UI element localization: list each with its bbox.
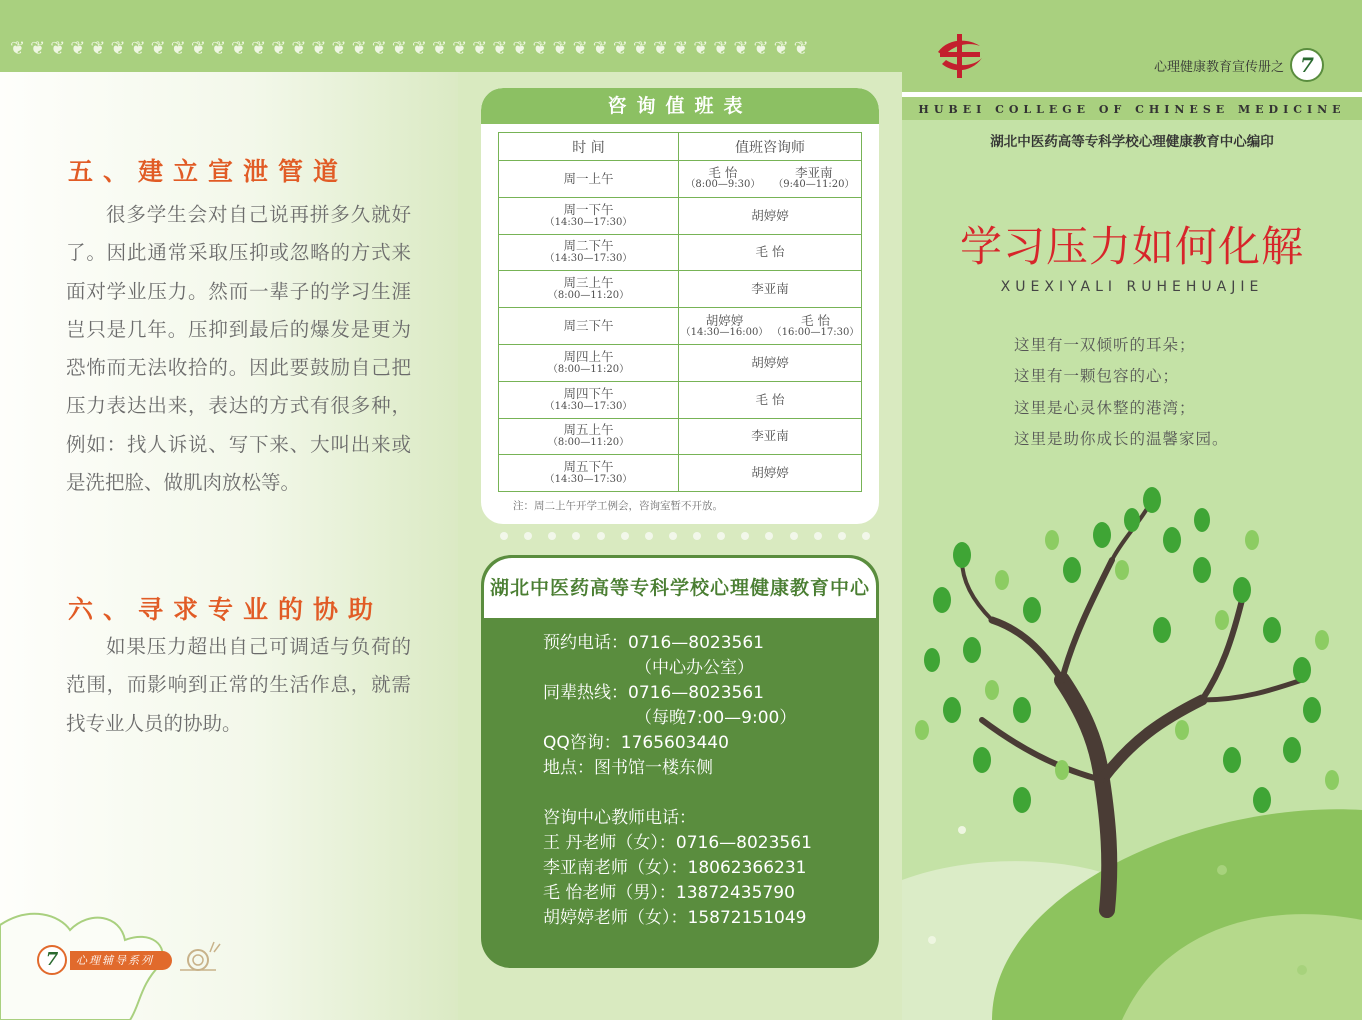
peer-hotline: 同辈热线：0716—8023561 [543,683,764,703]
teacher-phone: 毛 怡老师（男）：13872435790 [543,883,795,903]
counselor-name: 胡婷婷 [679,344,862,381]
counselor-time: （9:40—11:20） [773,179,855,191]
poem-line: 这里是心灵休整的港湾； [1014,398,1196,417]
counselor-name: 毛 怡 [801,312,830,328]
tree-illustration [902,480,1362,920]
schedule-table [498,132,862,492]
leaf-pattern: ❦ ❦ ❦ ❦ ❦ ❦ ❦ ❦ ❦ ❦ ❦ ❦ ❦ ❦ ❦ ❦ ❦ ❦ ❦ ❦ ❦ ❦ ❦ ❦ ❦ ❦ ❦ ❦ ❦ ❦ ❦ ❦ ❦ ❦ ❦ ❦ ❦ ❦ ❦ ❦ [10,38,809,59]
counselor-time: （14:30—16:00） [680,326,769,338]
table-row [499,344,862,381]
row-time: 周四下午 [563,385,614,401]
contact-title: 湖北中医药高等专科学校心理健康教育中心 [484,558,876,618]
cover-title: 学习压力如何化解 [959,222,1304,271]
teacher-phones-heading: 咨询中心教师电话： [543,808,696,828]
row-time: 周二下午 [563,238,614,254]
row-time-note: （8:00—11:20） [547,290,630,302]
row-time: 周三下午 [563,318,614,334]
counselor-time: （16:00—17:30） [771,326,860,338]
peer-hotline-note: （每晚7:00—9:00） [635,708,797,728]
row-time: 周一上午 [563,170,614,186]
counselor-time: （8:00—9:30） [685,179,761,191]
page-number-badge: 7 [37,945,67,975]
phone-appointment: 预约电话：0716—8023561 [543,633,764,653]
table-row [499,418,862,455]
counselor-name: 胡婷婷 [679,197,862,234]
row-time: 周一下午 [563,201,614,217]
table-row [499,308,862,345]
phone-appointment-note: （中心办公室） [635,658,754,678]
schedule-note: 注：周二上午开学工例会，咨询室暂不开放。 [513,500,723,512]
row-time-note: （8:00—11:20） [547,363,630,375]
poem-line: 这里是助你成长的温馨家园。 [1014,429,1229,448]
cover-editor: 湖北中医药高等专科学校心理健康教育中心编印 [990,134,1274,150]
series-label: 心理健康教育宣传册之 [1153,60,1284,75]
poem-line: 这里有一双倾听的耳朵； [1014,336,1196,354]
top-decorative-band [0,0,902,72]
counselor-name: 李亚南 [795,165,833,181]
table-row [499,271,862,308]
cover-poem [1014,330,1229,455]
series-tag: 心理辅导系列 [70,951,172,970]
row-time-note: （14:30—17:30） [544,400,633,412]
schedule-card [481,88,879,524]
cover-pinyin: XUEXIYALI RUHEHUAJIE [1000,279,1264,295]
section5-text: 很多学生会对自己说再拼多久就好了。因此通常采取压抑或忽略的方式来面对学业压力。然而一辈子的学习生涯岂只是几年。压抑到最后的爆发是更为恐怖而无法收拾的。因此要鼓励自己把压力表达出来，表达的方式有很多种，例如：找人诉说、写下来、大叫出来或是洗把脸、做肌肉放松等。 [66,203,411,495]
col-header-counselor: 值班咨询师 [679,133,862,161]
counselor-name: 胡婷婷 [679,455,862,492]
schedule-title: 咨询值班表 [481,88,879,124]
counselor-name: 毛 怡 [679,381,862,418]
section6-title: 六、寻求专业的协助 [68,595,384,624]
table-row [499,197,862,234]
table-row [499,381,862,418]
counselor-name: 毛 怡 [708,165,738,181]
contact-info [543,631,812,931]
row-time-note: （14:30—17:30） [544,253,633,265]
cover-page-badge: 7 [1290,48,1324,82]
row-time-note: （8:00—11:20） [547,437,630,449]
college-english-name: HUBEI COLLEGE OF CHINESE MEDICINE [918,103,1346,116]
counselor-name: 李亚南 [679,418,862,455]
dot-divider [500,532,870,540]
counselor-name: 李亚南 [679,271,862,308]
row-time: 周五上午 [563,422,614,438]
college-logo-icon [934,32,986,80]
teacher-phone: 李亚南老师（女）：18062366231 [543,858,807,878]
location: 地点：图书馆一楼东侧 [543,758,713,778]
table-row [499,161,862,198]
teacher-phone: 胡婷婷老师（女）：15872151049 [543,908,807,928]
section6-text: 如果压力超出自己可调适与负荷的范围，而影响到正常的生活作息，就需找专业人员的协助。 [66,635,411,735]
row-time: 周四上午 [563,348,614,364]
snail-icon [174,940,222,974]
table-row [499,455,862,492]
section5-title: 五、建立宣泄管道 [68,157,349,186]
row-time: 周五下午 [563,459,614,475]
table-row [499,234,862,271]
col-header-time: 时 间 [499,133,679,161]
qq-consult: QQ咨询：1765603440 [543,733,729,753]
contact-card [481,555,879,968]
counselor-name: 胡婷婷 [705,312,744,328]
poem-line: 这里有一颗包容的心； [1014,367,1180,386]
row-time-note: （14:30—17:30） [544,474,633,486]
row-time: 周三上午 [563,275,614,291]
row-time-note: （14:30—17:30） [544,216,633,228]
counselor-name: 毛 怡 [679,234,862,271]
teacher-phone: 王 丹老师（女）：0716—8023561 [543,833,812,853]
